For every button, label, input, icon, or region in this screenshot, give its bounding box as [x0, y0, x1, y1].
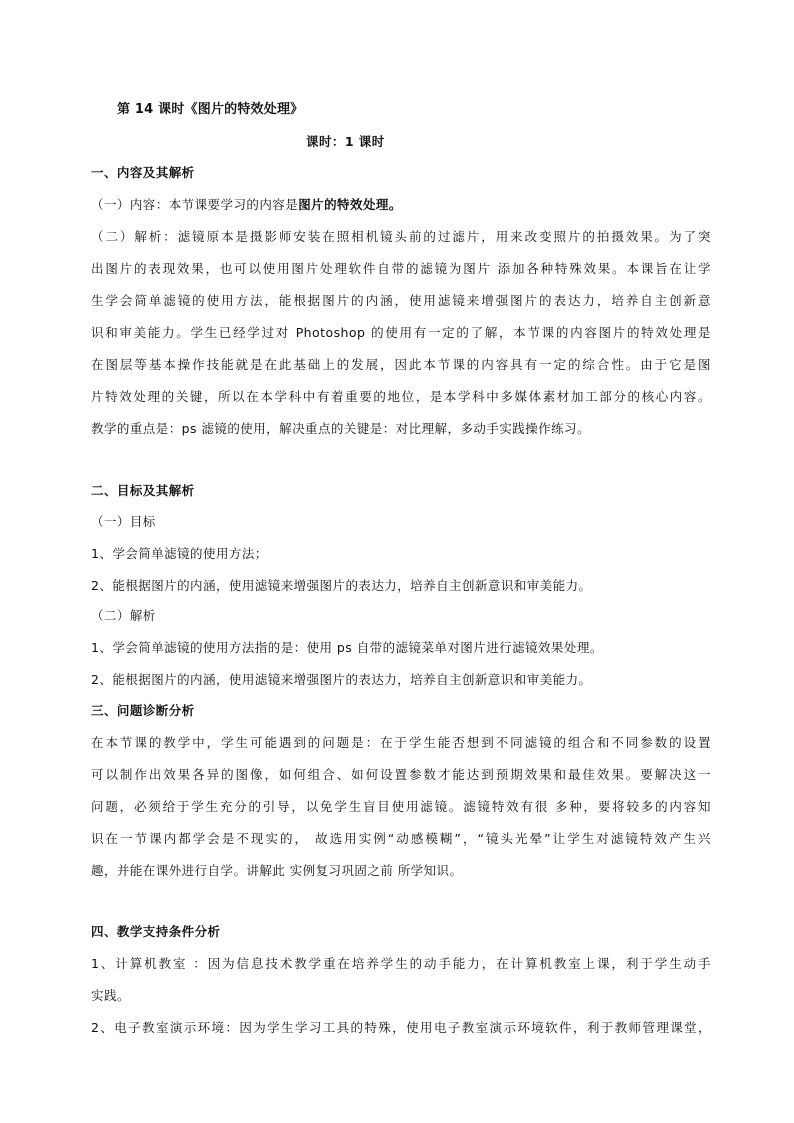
page-subtitle: 课时：1 课时: [306, 134, 385, 149]
section2-analysis-item: 1、学会简单滤镜的使用方法指的是：使用 ps 自带的滤镜菜单对图片进行滤镜效果处理。: [91, 640, 603, 655]
section1-content: [91, 197, 711, 213]
section1-analysis-line: 教学的重点是：ps 滤镜的使用，解决重点的关键是：对比理解，多动手实践操作练习。: [91, 421, 590, 436]
section3-heading: 三、问题诊断分析: [91, 703, 195, 718]
section1-analysis-line: 识和审美能力。学生已经学过对 Photoshop 的使用有一定的了解，本节课的内容图片的特效处理是: [91, 325, 711, 340]
section4-line: 1、计算机教室 ：因为信息技术教学重在培养学生的动手能力，在计算机教室上课，利于学生动手: [91, 956, 711, 971]
section2-analysis-label: （二）解析: [91, 608, 156, 623]
section3-line: 问题，必须给于学生充分的引导，以免学生盲目使用滤镜。滤镜特效有很 多种，要将较多的内容知: [91, 799, 711, 814]
section3-line: 可以制作出效果各异的图像，如何组合、如何设置参数才能达到预期效果和最佳效果。要解决这一: [91, 767, 711, 782]
section2-goal-item: 2、能根据图片的内涵，使用滤镜来增强图片的表达力，培养自主创新意识和审美能力。: [91, 578, 592, 593]
section2-goal-label: （一）目标: [91, 514, 156, 529]
section1-analysis-line: 出图片的表现效果，也可以使用图片处理软件自带的滤镜为图片 添加各种特殊效果。本课旨在让学: [91, 261, 711, 276]
section3-line: 在本节课的教学中，学生可能遇到的问题是：在于学生能否想到不同滤镜的组合和不同参数的设置: [91, 735, 711, 750]
section2-analysis-item: 2、能根据图片的内涵，使用滤镜来增强图片的表达力，培养自主创新意识和审美能力。: [91, 672, 592, 687]
section1-content-prefix: （一）内容：本节课要学习的内容是: [91, 197, 299, 212]
section1-analysis-line: 生学会简单滤镜的使用方法，能根据图片的内涵，使用滤镜来增强图片的表达力，培养自主创新意: [91, 293, 711, 308]
section3-line: 趣，并能在课外进行自学。讲解此 实例复习巩固之前 所学知识。: [91, 863, 463, 878]
section2-goal-item: 1、学会简单滤镜的使用方法；: [91, 546, 268, 561]
section4-line: 2、电子教室演示环境：因为学生学习工具的特殊，使用电子教室演示环境软件，利于教师管理课堂，: [91, 1020, 711, 1035]
section1-analysis-line: 片特效处理的关键，所以在本学科中有着重要的地位，是本学科中多媒体素材加工部分的核心内容。: [91, 389, 711, 404]
section4-heading: 四、教学支持条件分析: [91, 924, 221, 939]
section2-heading: 二、目标及其解析: [91, 483, 195, 498]
page-title: 第 14 课时《图片的特效处理》: [117, 102, 304, 117]
section1-analysis-line: 在图层等基本操作技能就是在此基础上的发展，因此本节课的内容具有一定的综合性。由于它是图: [91, 357, 711, 372]
section4-line: 实践。: [91, 988, 130, 1003]
section1-content-bold: 图片的特效处理。: [298, 197, 402, 212]
section1-analysis-line: （二）解析：滤镜原本是摄影师安装在照相机镜头前的过滤片，用来改变照片的拍摄效果。为了突: [91, 229, 711, 244]
section1-heading: 一、内容及其解析: [91, 165, 195, 180]
section3-line: 识在一节课内都学会是不现实的， 故选用实例“动感模糊”，“镜头光晕”让学生对滤镜特效产生兴: [91, 831, 711, 846]
